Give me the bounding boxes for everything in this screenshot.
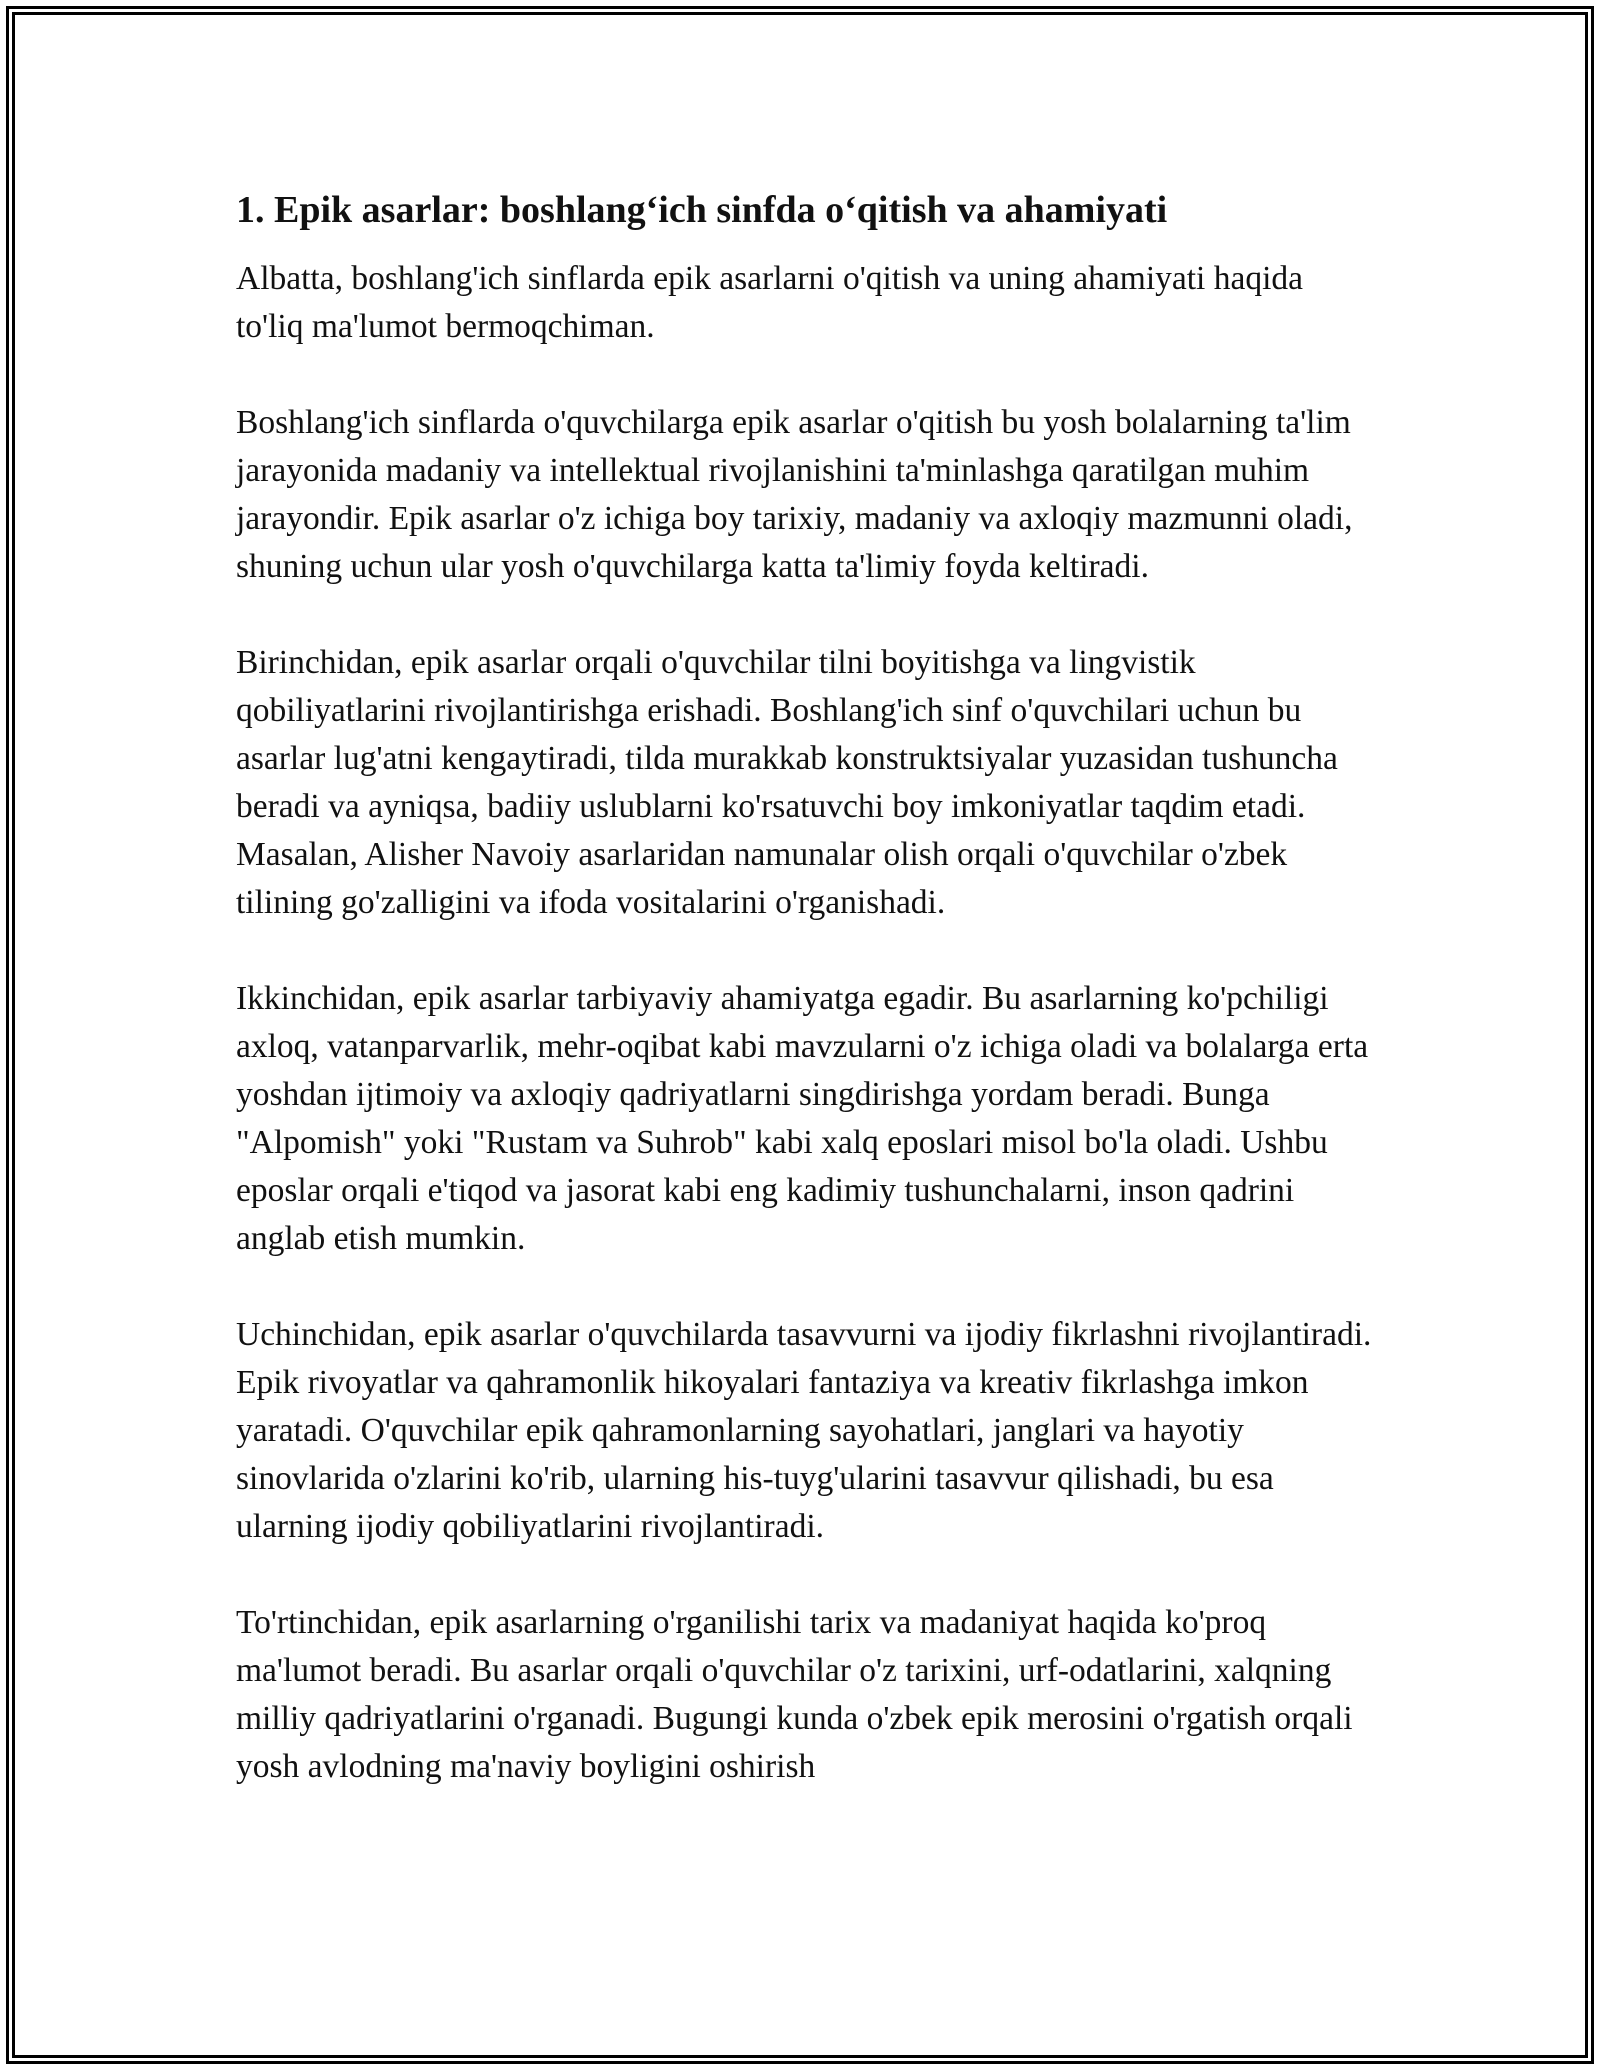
paragraph-second-point: Ikkinchidan, epik asarlar tarbiyaviy ahamiyatga egadir. Bu asarlarning ko'pchiligi axloq, vatanparvarlik, mehr-oqibat kabi mavzularni o'z ichiga oladi va bolalarga erta yoshdan ijtimoiy va axloqiy qadriyatlarni singdirishga yordam beradi. Bunga "Alpomish" yoki "Rustam va Suhrob" kabi xalq eposlari misol bo'la oladi. Ushbu eposlar orqali e'tiqod va jasorat kabi eng kadimiy tushunchalarni, inson qadrini anglab etish mumkin. [236, 980, 1369, 1258]
paragraph-first-point: Birinchidan, epik asarlar orqali o'quvchilar tilni boyitishga va lingvistik qobiliyatlarini rivojlantirishga erishadi. Boshlang'ich sinf o'quvchilari uchun bu asarlar lug'atni kengaytiradi, tilda murakkab konstruktsiyalar yuzasidan tushuncha beradi va ayniqsa, badiiy uslublarni ko'rsatuvchi boy imkoniyatlar taqdim etadi. Masalan, Alisher Navoiy asarlaridan namunalar olish orqali o'quvchilar o'zbek tilining go'zalligini va ifoda vositalarini o'rganishadi. [236, 644, 1338, 922]
document-body [236, 186, 1372, 1839]
paragraph-overview: Boshlang'ich sinflarda o'quvchilarga epik asarlar o'qitish bu yosh bolalarning ta'lim jarayonida madaniy va intellektual rivojlanishini ta'minlashga qaratilgan muhim jarayondir. Epik asarlar o'z ichiga boy tarixiy, madaniy va axloqiy mazmunni oladi, shuning uchun ular yosh o'quvchilarga katta ta'limiy foyda keltiradi. [236, 404, 1353, 586]
paragraph-fourth-point: To'rtinchidan, epik asarlarning o'rganilishi tarix va madaniyat haqida ko'proq ma'lumot beradi. Bu asarlar orqali o'quvchilar o'z tarixini, urf-odatlarini, xalqning milliy qadriyatlarini o'rganadi. Bugungi kunda o'zbek epik merosini o'rgatish orqali yosh avlodning ma'naviy boyligini oshirish [236, 1604, 1353, 1786]
paragraph-intro: Albatta, boshlang'ich sinflarda epik asarlarni o'qitish va uning ahamiyati haqida to'liq ma'lumot bermoqchiman. [236, 260, 1304, 346]
document-title: 1. Epik asarlar: boshlang‘ich sinfda o‘qitish va ahamiyati [236, 189, 1168, 231]
paragraph-third-point: Uchinchidan, epik asarlar o'quvchilarda tasavvurni va ijodiy fikrlashni rivojlantiradi. Epik rivoyatlar va qahramonlik hikoyalari fantaziya va kreativ fikrlashga imkon yaratadi. O'quvchilar epik qahramonlarning sayohatlari, janglari va hayotiy sinovlarida o'zlarini ko'rib, ularning his-tuyg'ularini tasavvur qilishadi, bu esa ularning ijodiy qobiliyatlarini rivojlantiradi. [236, 1316, 1372, 1546]
